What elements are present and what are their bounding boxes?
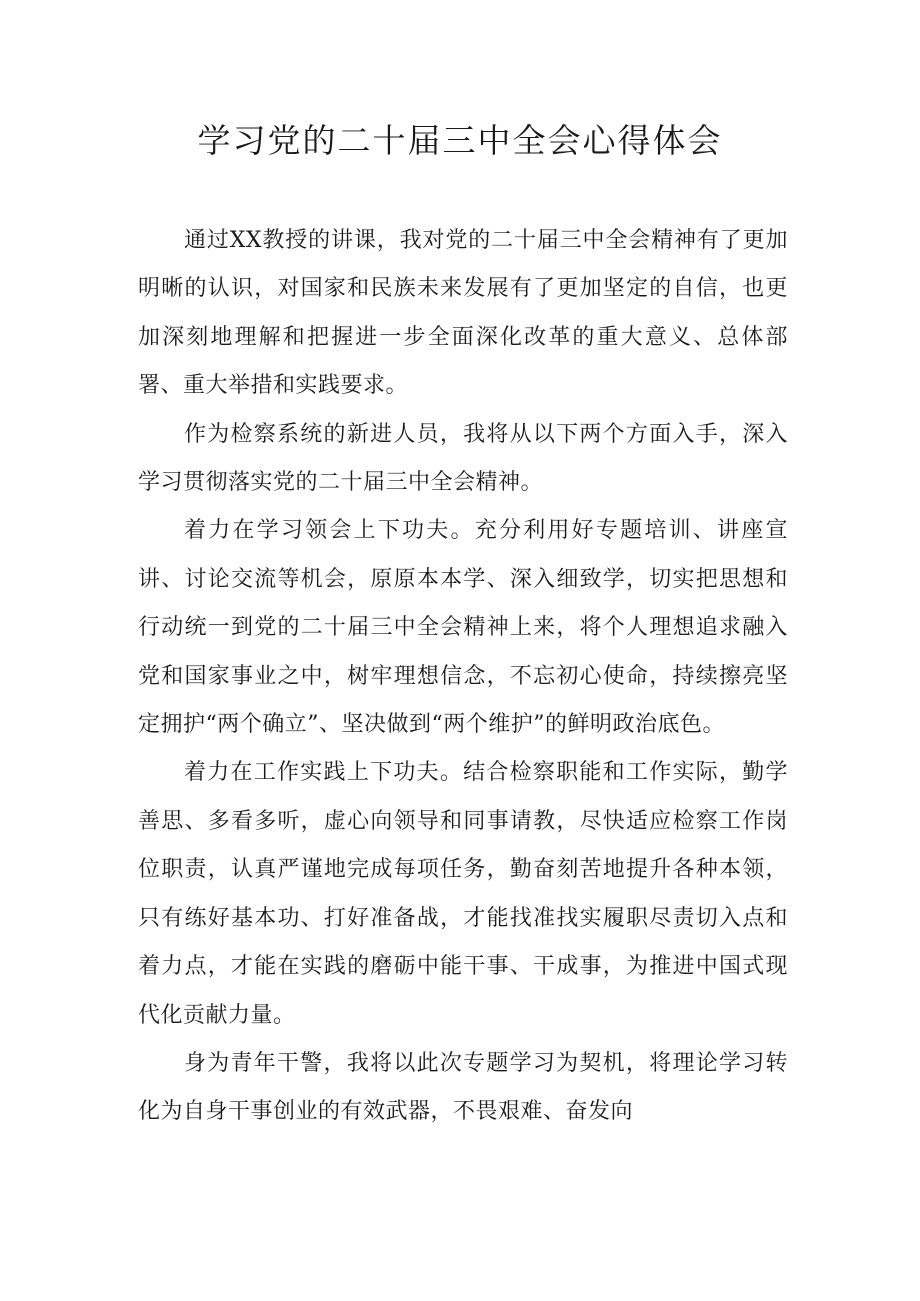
document-body xyxy=(138,217,788,1137)
paragraph-5: 身为青年干警，我将以此次专题学习为契机，将理论学习转化为自身干事创业的有效武器，不畏艰难、奋发向 xyxy=(138,1050,788,1125)
paragraph-2: 作为检察系统的新进人员，我将从以下两个方面入手，深入学习贯彻落实党的二十届三中全会精神。 xyxy=(138,421,788,496)
paragraph-4: 着力在工作实践上下功夫。结合检察职能和工作实际，勤学善思、多看多听，虚心向领导和同事请教，尽快适应检察工作岗位职责，认真严谨地完成每项任务，勤奋刻苦地提升各种本领，只有练好基本功、打好准备战，才能找准找实履职尽责切入点和着力点，才能在实践的磨砺中能干事、干成事，为推进中国式现代化贡献力量。 xyxy=(138,760,788,1028)
paragraph-1: 通过XX教授的讲课，我对党的二十届三中全会精神有了更加明晰的认识，对国家和民族未来发展有了更加坚定的自信，也更加深刻地理解和把握进一步全面深化改革的重大意义、总体部署、重大举措和实践要求。 xyxy=(138,228,788,399)
paragraph-3: 着力在学习领会上下功夫。充分利用好专题培训、讲座宣讲、讨论交流等机会，原原本本学、深入细致学，切实把思想和行动统一到党的二十届三中全会精神上来，将个人理想追求融入党和国家事业之中，树牢理想信念，不忘初心使命，持续擦亮坚定拥护“两个确立”、坚决做到“两个维护”的鲜明政治底色。 xyxy=(138,518,788,738)
document-title: 学习党的二十届三中全会心得体会 xyxy=(197,121,723,160)
